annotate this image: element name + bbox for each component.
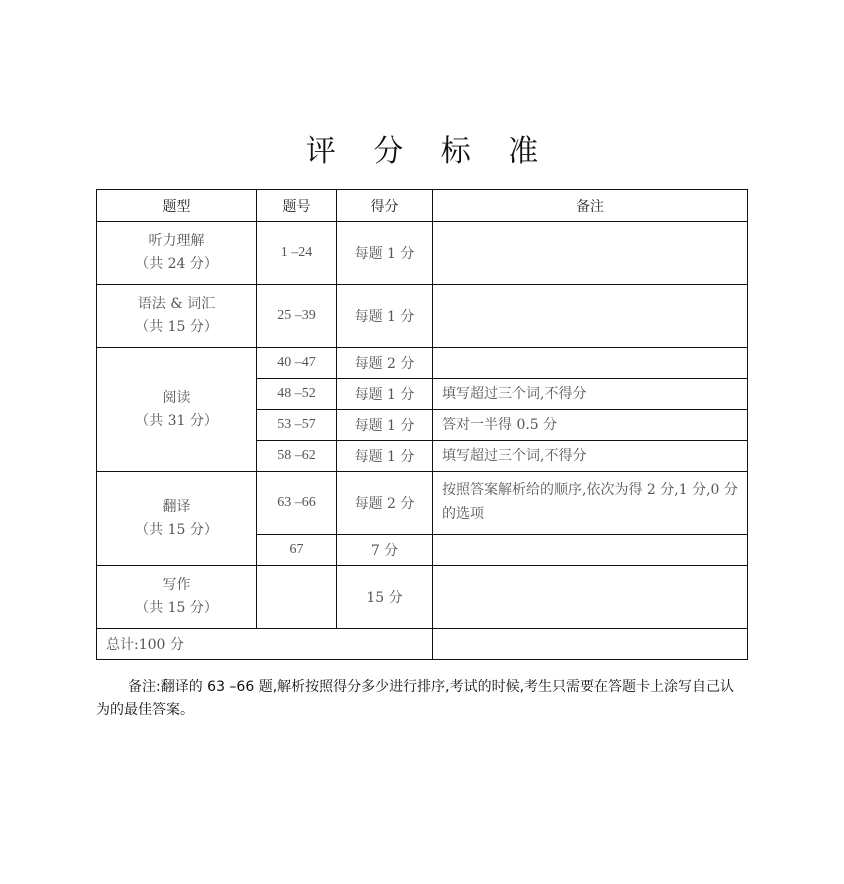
type-cell-writing — [97, 566, 257, 629]
question-numbers: 67 — [257, 535, 337, 566]
header-note: 备注 — [433, 190, 748, 222]
type-total: （共 15 分） — [135, 600, 218, 616]
type-total: （共 15 分） — [135, 319, 218, 335]
score-per-item: 每题 1 分 — [337, 441, 433, 472]
type-name: 翻译 — [162, 498, 191, 515]
score-per-item: 15 分 — [337, 566, 433, 629]
question-numbers: 40 –47 — [257, 348, 337, 379]
note-cell: 答对一半得 0.5 分 — [433, 410, 748, 441]
score-per-item: 每题 1 分 — [337, 222, 433, 285]
question-numbers: 53 –57 — [257, 410, 337, 441]
type-total: （共 31 分） — [135, 412, 218, 429]
header-type: 题型 — [97, 190, 257, 222]
note-cell — [433, 285, 748, 348]
type-name: 阅读 — [162, 389, 191, 406]
type-total: （共 15 分） — [135, 521, 218, 538]
total-note-cell — [433, 629, 748, 660]
header-score: 得分 — [337, 190, 433, 222]
table-row — [97, 285, 748, 348]
footnote: 备注:翻译的 63 –66 题,解析按照得分多少进行排序,考试的时候,考生只需要在答题卡上涂写自己认为的最佳答案。 — [96, 679, 735, 718]
header-numbers: 题号 — [257, 190, 337, 222]
type-name: 语法 & 词汇 — [137, 296, 216, 312]
score-per-item: 每题 1 分 — [337, 410, 433, 441]
note-cell: 填写超过三个词,不得分 — [433, 379, 748, 410]
score-per-item: 每题 1 分 — [337, 379, 433, 410]
type-name: 写作 — [162, 577, 191, 593]
type-cell-grammar — [97, 285, 257, 348]
table-row — [97, 566, 748, 629]
note-cell — [433, 222, 748, 285]
note-cell — [433, 566, 748, 629]
table-row — [97, 348, 748, 379]
note-cell — [433, 348, 748, 379]
table-row — [97, 222, 748, 285]
type-cell-reading — [97, 348, 257, 472]
type-name: 听力理解 — [148, 233, 205, 249]
type-cell-listening — [97, 222, 257, 285]
question-numbers: 58 –62 — [257, 441, 337, 472]
table-header-row — [97, 190, 748, 222]
note-cell: 按照答案解析给的顺序,依次为得 2 分,1 分,0 分的选项 — [433, 472, 748, 535]
total-score: 总计:100 分 — [97, 629, 433, 660]
page-title: 评 分 标 准 — [305, 134, 553, 169]
question-numbers — [257, 566, 337, 629]
question-numbers: 63 –66 — [257, 472, 337, 535]
type-total: （共 24 分） — [135, 256, 218, 272]
question-numbers: 1 –24 — [257, 222, 337, 285]
note-cell: 填写超过三个词,不得分 — [433, 441, 748, 472]
note-cell — [433, 535, 748, 566]
score-per-item: 每题 2 分 — [337, 348, 433, 379]
scoring-table — [96, 189, 748, 660]
score-per-item: 每题 2 分 — [337, 472, 433, 535]
type-cell-translation — [97, 472, 257, 566]
total-row — [97, 629, 748, 660]
score-per-item: 7 分 — [337, 535, 433, 566]
score-per-item: 每题 1 分 — [337, 285, 433, 348]
table-row — [97, 472, 748, 535]
question-numbers: 48 –52 — [257, 379, 337, 410]
question-numbers: 25 –39 — [257, 285, 337, 348]
